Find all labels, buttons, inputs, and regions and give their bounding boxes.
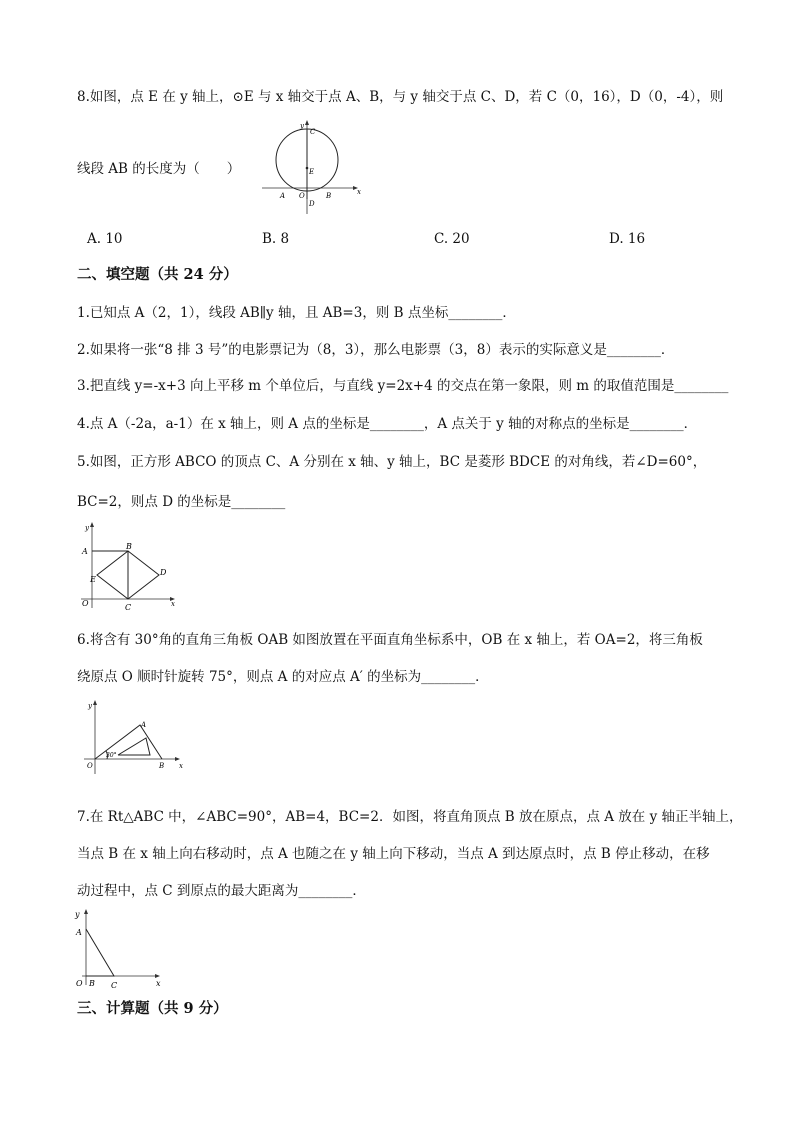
q5-d-label: D [160,568,167,577]
q5-square-rhombus-figure [77,520,187,612]
fill-q2: 2.如果将一张“8 排 3 号”的电影票记为（8，3），那么电影票（3，8）表示的实际意义是________． [77,342,675,358]
q5-e-label: E [90,575,96,584]
q8-option-b: B. 8 [262,231,290,247]
q6-triangle-figure [80,698,190,778]
q6-o-label: O [87,762,93,770]
fill-q7-line3: 动过程中，点 C 到原点的最大距离为________． [77,883,366,899]
q7-c-label: C [111,981,118,990]
q8-c-label: C [310,128,316,136]
q8-d-label: D [309,200,315,208]
fill-q6-line2: 绕原点 O 顺时针旋转 75°，则点 A 的对应点 A′ 的坐标为________． [77,669,489,685]
fill-q5-line1: 5.如图，正方形 ABCO 的顶点 C、A 分别在 x 轴、y 轴上，BC 是菱形 BDCE 的对角线，若∠D=60°， [77,454,707,470]
q7-a-label: A [76,928,82,937]
q8-x-label: x [357,188,361,196]
q7-x-label: x [156,979,161,988]
fill-q7-line1: 7.在 Rt△ABC 中，∠ABC=90°，AB=4，BC=2．如图，将直角顶点 B 放在原点，点 A 放在 y 轴正半轴上， [77,809,743,825]
fill-q4: 4.点 A（-2a，a-1）在 x 轴上，则 A 点的坐标是________，A 点关于 y 轴的对称点的坐标是________． [77,416,698,432]
q5-a-label: A [82,547,88,556]
section-heading-fill-in: 二、填空题（共 24 分） [77,266,238,283]
q8-option-c: C. 20 [434,231,470,247]
q8-line1: 8.如图，点 E 在 y 轴上，⊙E 与 x 轴交于点 A、B，与 y 轴交于点 C、D，若 C（0，16），D（0，-4），则 [77,89,724,105]
q5-x-label: x [171,600,175,608]
q8-a-label: A [280,192,286,200]
fill-q3: 3.把直线 y=-x+3 向上平移 m 个单位后，与直线 y=2x+4 的交点在第一象限，则 m 的取值范围是________ [77,378,729,394]
fill-q5-line2: BC=2，则点 D 的坐标是________ [77,494,286,510]
q6-y-label: y [88,702,92,710]
q6-x-label: x [179,762,183,770]
q6-angle-label: 30° [106,752,117,759]
q8-option-d: D. 16 [609,231,646,247]
q6-a-label: A [141,721,147,729]
q7-y-label: y [75,910,80,919]
q8-e-label: E [309,168,315,176]
fill-q6-line1: 6.将含有 30°角的直角三角板 OAB 如图放置在平面直角坐标系中，OB 在 x 轴上，若 OA=2，将三角板 [77,632,703,648]
q7-right-triangle-figure [72,905,172,991]
q5-o-label: O [82,599,89,608]
q7-b-label: B [89,979,95,988]
q8-o-label: O [299,192,305,200]
q8-b-label: B [326,192,332,200]
fill-q7-line2: 当点 B 在 x 轴上向右移动时，点 A 也随之在 y 轴上向下移动，当点 A 到达原点时，点 B 停止移动，在移 [77,846,710,862]
q5-c-label: C [125,603,132,612]
q5-b-label: B [126,542,132,551]
q8-circle-figure [258,118,366,218]
q5-y-label: y [85,524,89,532]
q8-line2: 线段 AB 的长度为（ ） [77,161,241,177]
q8-y-label: y [300,122,304,130]
q7-o-label: O [76,979,83,988]
q8-option-a: A. 10 [87,231,123,247]
section-heading-calculation: 三、计算题（共 9 分） [77,1000,228,1017]
q6-b-label: B [159,762,165,770]
fill-q1: 1.已知点 A（2，1），线段 AB∥y 轴，且 AB=3，则 B 点坐标________． [77,305,516,321]
